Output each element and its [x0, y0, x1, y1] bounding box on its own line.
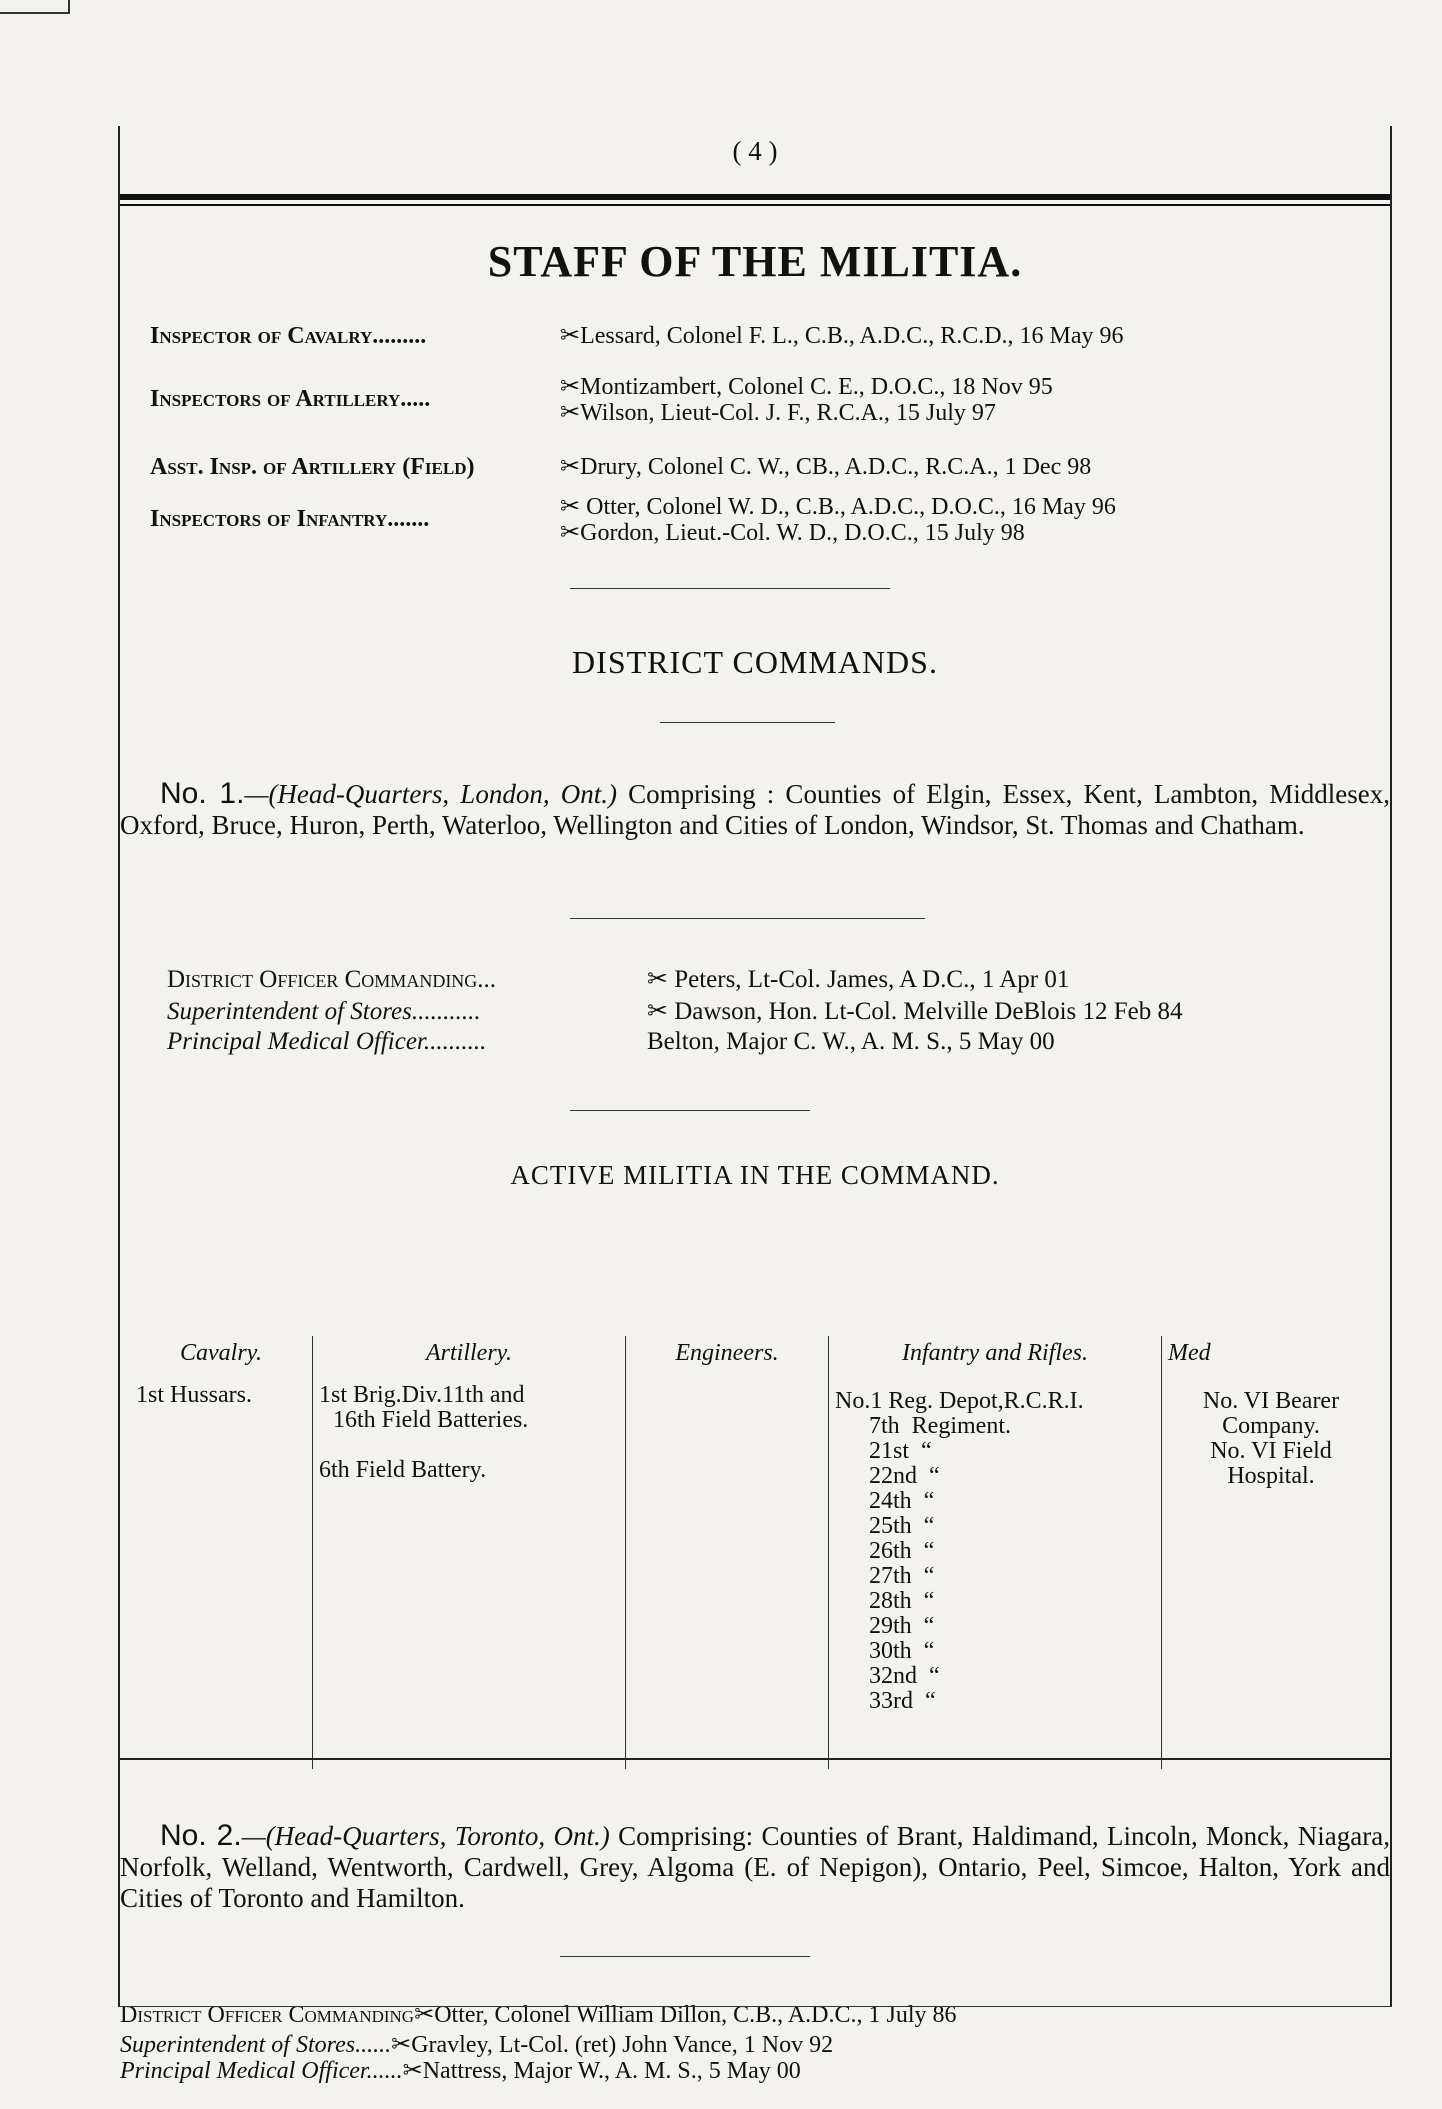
district-2-superintendent-stores [120, 2030, 833, 2059]
page-bottom-rule [118, 2006, 1392, 2007]
page-number: ( 4 ) [732, 136, 778, 166]
artillery-unit: 1st Brig.Div.11th and [319, 1382, 525, 1408]
district-2-medical-officer-value: ✂Nattress, Major W., A. M. S., 5 May 00 [402, 2058, 801, 2084]
district-2-superintendent-stores-label: Superintendent of Stores...... [120, 2032, 392, 2058]
staff-artillery-value-2: ✂Wilson, Lieut-Col. J. F., R.C.A., 15 July 97 [560, 400, 996, 426]
medical-unit: No. VI Bearer [1202, 1388, 1340, 1414]
document-page [118, 126, 1392, 2084]
district-1-medical-officer-value: Belton, Major C. W., A. M. S., 5 May 00 [647, 1028, 1055, 1055]
divider-3 [570, 918, 925, 919]
district-commands-heading: DISTRICT COMMANDS. [572, 644, 938, 680]
cavalry-unit: 1st Hussars. [136, 1382, 253, 1408]
divider-1 [570, 588, 890, 589]
divider-2 [660, 722, 835, 723]
infantry-unit: 27th “ [869, 1563, 935, 1589]
engineers-cell [626, 1383, 829, 1769]
district-2-description [120, 1820, 1390, 1914]
medical-unit: Hospital. [1227, 1463, 1315, 1489]
infantry-unit: 28th “ [869, 1588, 935, 1614]
staff-artillery [150, 374, 1053, 427]
infantry-unit: 22nd “ [869, 1463, 940, 1489]
district-1-superintendent-stores-value: ✂ Dawson, Hon. Lt-Col. Melville DeBlois 12 Feb 84 [647, 998, 1183, 1025]
infantry-unit: 25th “ [869, 1513, 935, 1539]
artillery-spacer [319, 1433, 619, 1458]
district-2-hq: —(Head-Quarters, Toronto, Ont.) [241, 1821, 610, 1851]
corner-mark [0, 12, 70, 14]
district-2-text: Comprising: Counties of Brant, Haldimand, Lincoln, Monck, Niagara, Norfolk, Welland, Wentworth, Cardwell, Grey, Algoma (E. of Nepigon), Ontario, Peel, Simcoe, Halton, York and Cities of Toronto and Hamilton. [120, 1821, 1390, 1913]
district-1-number: No. 1. [160, 777, 245, 810]
infantry-unit: 33rd “ [869, 1688, 936, 1714]
medical-unit: No. VI Field [1210, 1438, 1332, 1464]
district-2-medical-officer [120, 2056, 801, 2085]
district-1-description [120, 778, 1390, 841]
district-2-number: No. 2. [160, 1819, 242, 1852]
col-medical: Med [1162, 1336, 1381, 1383]
medical-unit: Company. [1222, 1413, 1320, 1439]
infantry-unit: 7th Regiment. [869, 1413, 1011, 1439]
active-militia-body-row [130, 1383, 1380, 1769]
table-bottom-rule [120, 1758, 1390, 1760]
active-militia-table [130, 1336, 1380, 1769]
staff-asst-artillery [150, 452, 1091, 481]
district-2-officer-commanding [120, 2000, 957, 2029]
staff-infantry-value-2: ✂Gordon, Lieut.-Col. W. D., D.O.C., 15 July 98 [560, 520, 1025, 546]
staff-artillery-value-1: ✂Montizambert, Colonel C. E., D.O.C., 18 Nov 95 [560, 374, 1053, 400]
district-1-officer-commanding [167, 964, 1069, 994]
infantry-cell [829, 1383, 1162, 1769]
district-1-superintendent-stores-label: Superintendent of Stores........... [167, 998, 481, 1025]
district-2-officer-commanding-label: District Officer Commanding [120, 2002, 415, 2028]
infantry-unit: 29th “ [869, 1613, 935, 1639]
active-militia-header-row [130, 1336, 1380, 1383]
staff-infantry-label: Inspectors of Infantry....... [150, 506, 430, 532]
artillery-unit: 16th Field Batteries. [333, 1407, 529, 1433]
district-1-superintendent-stores [167, 996, 1183, 1026]
page-title: STAFF OF THE MILITIA. [487, 237, 1023, 286]
infantry-unit: 24th “ [869, 1488, 935, 1514]
staff-cavalry-label: Inspector of Cavalry......... [150, 323, 427, 349]
infantry-unit: 32nd “ [869, 1663, 940, 1689]
district-1-medical-officer [167, 1028, 1055, 1056]
infantry-unit: 26th “ [869, 1538, 935, 1564]
col-artillery: Artillery. [313, 1336, 626, 1383]
district-1-officer-commanding-label: District Officer Commanding... [167, 966, 497, 993]
district-2-superintendent-stores-value: ✂Gravley, Lt-Col. (ret) John Vance, 1 Nov 92 [391, 2032, 834, 2058]
cavalry-cell [130, 1383, 313, 1769]
staff-asst-artillery-label: Asst. Insp. of Artillery (Field) [150, 454, 475, 480]
col-cavalry: Cavalry. [180, 1340, 262, 1366]
staff-cavalry [150, 321, 1124, 350]
staff-infantry [150, 494, 1116, 547]
district-1-officer-commanding-value: ✂ Peters, Lt-Col. James, A D.C., 1 Apr 01 [647, 966, 1070, 993]
medical-cell [1162, 1383, 1381, 1769]
district-1-medical-officer-label: Principal Medical Officer.......... [167, 1028, 487, 1055]
district-1-hq: —(Head-Quarters, London, Ont.) [244, 779, 617, 809]
infantry-unit: 30th “ [869, 1638, 935, 1664]
infantry-unit: No.1 Reg. Depot,R.C.R.I. [835, 1388, 1084, 1414]
header-rule-thin [120, 204, 1390, 206]
staff-asst-artillery-value: ✂Drury, Colonel C. W., CB., A.D.C., R.C.A., 1 Dec 98 [560, 454, 1092, 480]
district-2-medical-officer-label: Principal Medical Officer...... [120, 2058, 403, 2084]
staff-infantry-value-1: ✂ Otter, Colonel W. D., C.B., A.D.C., D.O.C., 16 May 96 [560, 494, 1116, 520]
district-1-text: Comprising : Counties of Elgin, Essex, Kent, Lambton, Middlesex, Oxford, Bruce, Huron, Perth, Waterloo, Wellington and Cities of London, Windsor, St. Thomas and Chatham. [120, 779, 1390, 840]
district-2-officer-commanding-value: ✂Otter, Colonel William Dillon, C.B., A.D.C., 1 July 86 [414, 2002, 957, 2028]
artillery-cell [313, 1383, 626, 1769]
divider-5 [560, 1956, 810, 1957]
artillery-unit: 6th Field Battery. [319, 1457, 487, 1483]
staff-cavalry-value: ✂Lessard, Colonel F. L., C.B., A.D.C., R.C.D., 16 May 96 [560, 323, 1124, 349]
divider-4 [570, 1110, 810, 1111]
col-engineers: Engineers. [626, 1336, 829, 1383]
corner-mark-vertical [68, 0, 70, 12]
col-infantry: Infantry and Rifles. [829, 1336, 1162, 1383]
staff-artillery-label: Inspectors of Artillery..... [150, 386, 431, 412]
infantry-unit: 21st “ [869, 1438, 932, 1464]
active-militia-heading: ACTIVE MILITIA IN THE COMMAND. [510, 1160, 1000, 1190]
header-rule-thick [120, 194, 1390, 200]
